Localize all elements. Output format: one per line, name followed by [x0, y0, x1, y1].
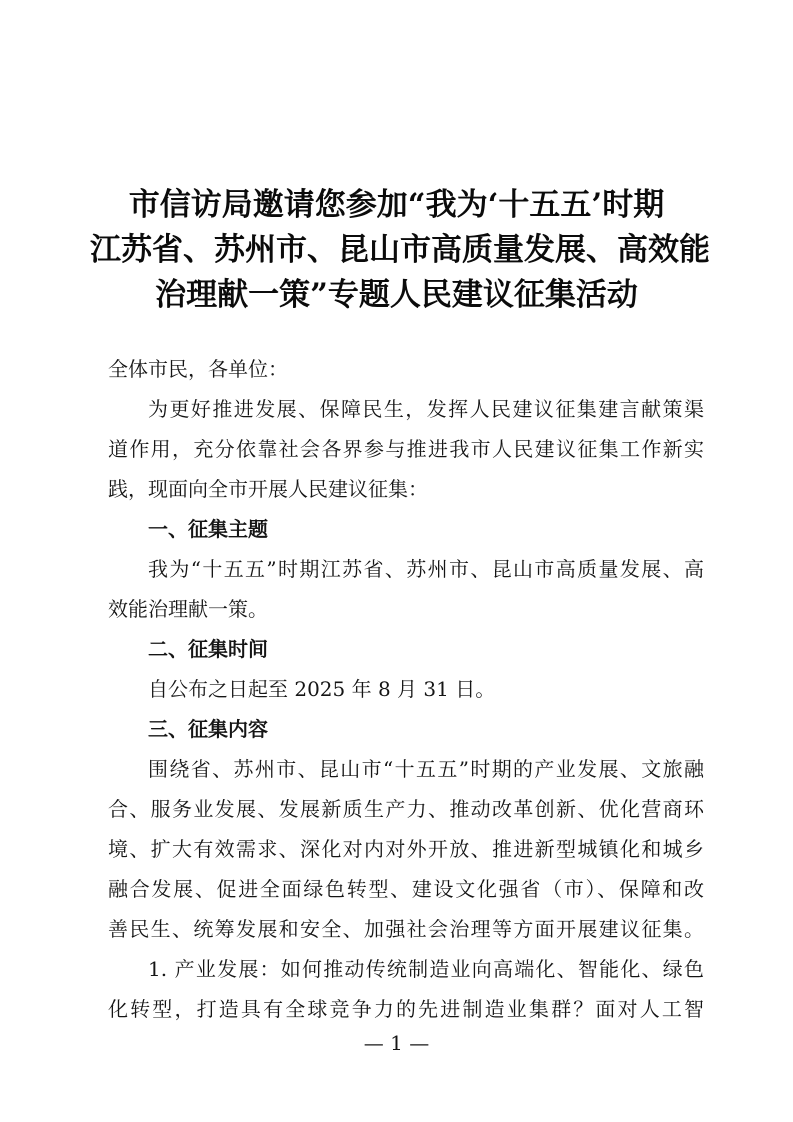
item-1-line-2: 化转型，打造具有全球竞争力的先进制造业集群？面对人工智 — [108, 997, 704, 1021]
intro-line-3: 践，现面向全市开展人民建议征集： — [108, 477, 428, 501]
section-3-text-line-1: 围绕省、苏州市、昆山市“十五五”时期的产业发展、文旅融 — [148, 757, 704, 781]
intro-line-2: 道作用，充分依靠社会各界参与推进我市人民建议征集工作新实 — [108, 437, 704, 461]
title-line-3: 治理献一策”专题人民建议征集活动 — [155, 277, 638, 313]
section-3-text-line-5: 善民生、统筹发展和安全、加强社会治理等方面开展建议征集。 — [108, 917, 704, 941]
item-1-line-1: 1. 产业发展：如何推动传统制造业向高端化、智能化、绿色 — [148, 957, 704, 981]
section-3-heading: 三、征集内容 — [148, 717, 268, 741]
page-number: — 1 — — [363, 1031, 430, 1055]
section-3-text-line-3: 境、扩大有效需求、深化对内对外开放、推进新型城镇化和城乡 — [108, 837, 704, 861]
section-1-heading: 一、征集主题 — [148, 517, 268, 541]
title-line-2: 江苏省、苏州市、昆山市高质量发展、高效能 — [90, 232, 710, 268]
title-line-1: 市信访局邀请您参加“我为‘十五五’时期 — [128, 187, 665, 223]
intro-line-1: 为更好推进发展、保障民生，发挥人民建议征集建言献策渠 — [148, 397, 704, 421]
section-1-text-line-1: 我为“十五五”时期江苏省、苏州市、昆山市高质量发展、高 — [148, 557, 704, 581]
document-title — [90, 183, 710, 318]
section-2-text: 自公布之日起至 2025 年 8 月 31 日。 — [148, 677, 496, 701]
section-3-text-line-4: 融合发展、促进全面绿色转型、建设文化强省（市）、保障和改 — [108, 877, 704, 901]
salutation: 全体市民，各单位： — [108, 357, 288, 381]
section-2-heading: 二、征集时间 — [148, 637, 268, 661]
section-3-text-line-2: 合、服务业发展、发展新质生产力、推动改革创新、优化营商环 — [108, 797, 704, 821]
section-1-text-line-2: 效能治理献一策。 — [108, 597, 268, 621]
